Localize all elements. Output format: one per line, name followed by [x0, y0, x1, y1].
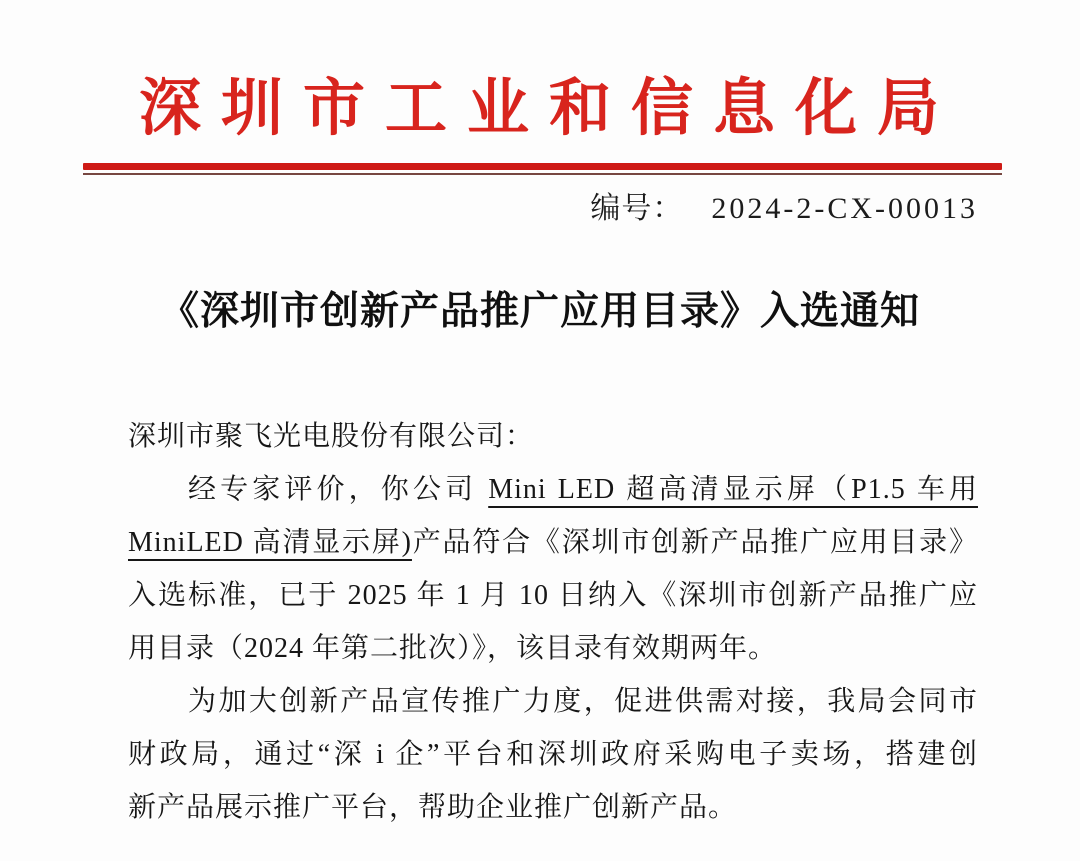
body-text-segment: 新产品展示推广平台，帮助企业推广创新产品。: [128, 792, 738, 823]
body-line: [128, 781, 978, 834]
body-line: [128, 410, 978, 463]
body-line: [128, 622, 978, 675]
underlined-product-name: MiniLED 高清显示屏): [128, 527, 412, 558]
doc-number-value: 2024-2-CX-00013: [711, 192, 978, 225]
body-line: [128, 516, 978, 569]
body-text-segment: 用目录（2024 年第二批次）》，该目录有效期两年。: [128, 633, 778, 664]
body-text-segment: 经专家评价，你公司: [188, 474, 489, 505]
letterhead-divider-thin: [83, 173, 1002, 175]
document-body: [128, 410, 978, 834]
doc-number-label: 编号：: [590, 192, 684, 225]
body-text-segment: 深圳市聚飞光电股份有限公司：: [128, 421, 535, 452]
letterhead-divider-thick: [83, 163, 1002, 170]
doc-number: [0, 192, 1080, 226]
body-line: [128, 463, 978, 516]
document-title: 《深圳市创新产品推广应用目录》入选通知: [159, 290, 920, 333]
body-text-segment: 财政局，通过“深 i 企”平台和深圳政府采购电子卖场，搭建创: [128, 739, 978, 770]
underlined-product-name: Mini LED 超高清显示屏（P1.5 车用: [488, 474, 978, 505]
body-text-segment: 产品符合《深圳市创新产品推广应用目录》: [411, 527, 978, 558]
body-line: [128, 675, 978, 728]
body-line: [128, 569, 978, 622]
body-line: [128, 728, 978, 781]
letterhead-org-name: 深圳市工业和信息化局: [138, 75, 959, 143]
body-text-segment: 为加大创新产品宣传推广力度，促进供需对接，我局会同市: [188, 686, 978, 717]
body-text-segment: 入选标准，已于 2025 年 1 月 10 日纳入《深圳市创新产品推广应: [128, 580, 978, 611]
